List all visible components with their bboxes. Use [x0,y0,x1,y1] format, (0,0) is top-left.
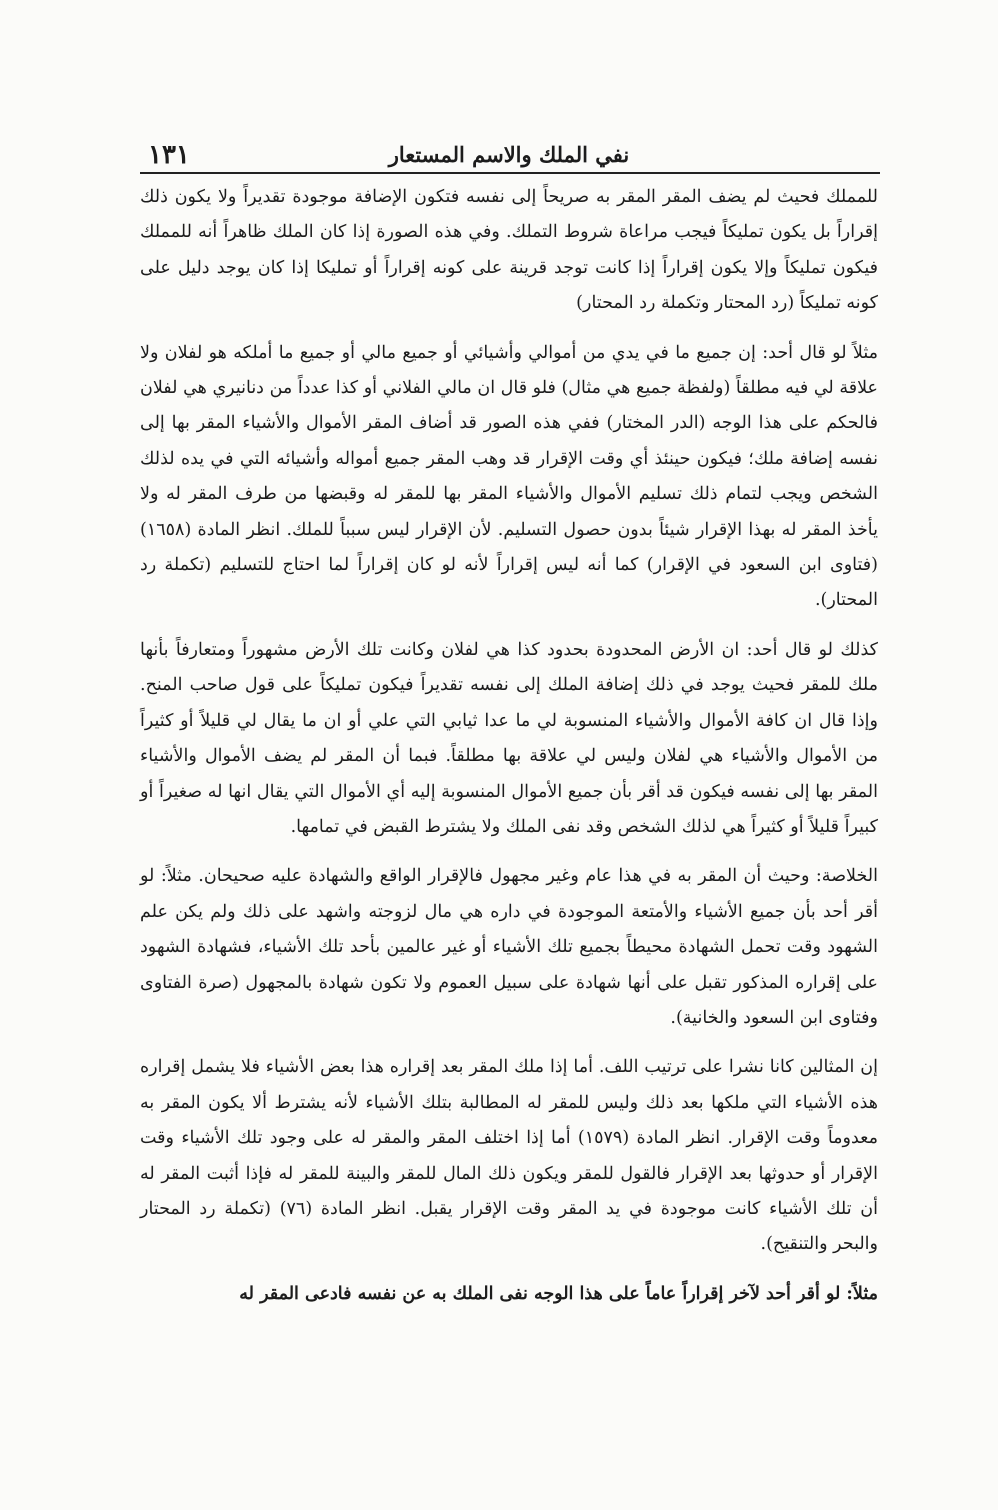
body-text [140,180,878,1326]
paragraph: كذلك لو قال أحد: ان الأرض المحدودة بحدود كذا هي لفلان وكانت تلك الأرض مشهوراً ومتعارفاً بأنها ملك للمقر فحيث يوجد في ذلك إضافة الملك إلى نفسه تقديراً فيكون تمليكاً على قول صاحب المنح. وإذا قال ان كافة الأموال والأشياء المنسوبة لي ما عدا ثيابي التي علي أو ان ما يقال لي قليلاً أو كثيراً من الأموال والأشياء هي لفلان وليس لي علاقة بها مطلقاً. فبما أن المقر لم يضف الأموال والأشياء المقر بها إلى نفسه فيكون قد أقر بأن جميع الأموال المنسوبة إليه أي الأموال التي يقال انها له صغيراً أو كبيراً قليلاً أو كثيراً هي لذلك الشخص وقد نفى الملك ولا يشترط القبض في تمامها. [140,639,878,837]
paragraph: إن المثالين كانا نشرا على ترتيب اللف. أما إذا ملك المقر بعد إقراره هذا بعض الأشياء فلا يشمل إقراره هذه الأشياء التي ملكها بعد ذلك وليس للمقر له المطالبة بتلك الأشياء لأنه يشترط ألا يكون المقر به معدوماً وقت الإقرار. انظر المادة (١٥٧٩) أما إذا اختلف المقر والمقر له على وجود تلك الأشياء وقت الإقرار أو حدوثها بعد الإقرار فالقول للمقر ويكون ذلك المال للمقر والبينة للمقر له فإذا أثبت المقر له أن تلك الأشياء كانت موجودة في يد المقر وقت الإقرار يقبل. انظر المادة (٧٦) (تكملة رد المحتار والبحر والتنقيح). [140,1057,878,1255]
paragraph: الخلاصة: وحيث أن المقر به في هذا عام وغير مجهول فالإقرار الواقع والشهادة عليه صحيحان. مثلاً: لو أقر أحد بأن جميع الأشياء والأمتعة الموجودة في داره هي مال لزوجته واشهد على ذلك ولم يكن علم الشهود وقت تحمل الشهادة محيطاً بجميع تلك الأشياء أو غير عالمين بأحد تلك الأشياء، فشهادة الشهود على إقراره المذكور تقبل على أنها شهادة على سبيل العموم ولا تكون شهادة بالمجهول (صرة الفتاوى وفتاوى ابن السعود والخانية). [140,866,878,1028]
paragraph: مثلاً لو قال أحد: إن جميع ما في يدي من أموالي وأشيائي أو جميع مالي أو جميع ما أملكه هو لفلان ولا علاقة لي فيه مطلقاً (ولفظة جميع هي مثال) فلو قال ان مالي الفلاني أو كذا عدداً من دنانيري هي لفلان فالحكم على هذا الوجه (الدر المختار) ففي هذه الصور قد أضاف المقر الأموال والأشياء المقر بها إلى نفسه إضافة ملك؛ فيكون حينئذ أي وقت الإقرار قد وهب المقر جميع أمواله وأشيائه التي في يده لذلك الشخص ويجب لتمام ذلك تسليم الأموال والأشياء المقر بها للمقر له وقبضها من طرف المقر له ولا يأخذ المقر له بهذا الإقرار شيئاً بدون حصول التسليم. لأن الإقرار ليس سبباً للملك. انظر المادة (١٦٥٨) (فتاوى ابن السعود في الإقرار) كما أنه ليس إقراراً لأنه لو كان إقراراً لما احتاج للتسليم (تكملة رد المحتار). [140,342,878,611]
header-rule [140,172,880,174]
paragraph: للمملك فحيث لم يضف المقر المقر به صريحاً إلى نفسه فتكون الإضافة موجودة تقديراً ولا يكون ذلك إقراراً بل يكون تمليكاً فيجب مراعاة شروط التملك. وفي هذه الصورة إذا كان الملك ظاهراً أنه للمملك فيكون تمليكاً وإلا يكون إقراراً إذا كانت توجد قرينة على كونه إقراراً أو تمليكا إذا كان يوجد دليل على كونه تمليكاً (رد المحتار وتكملة رد المحتار) [140,187,878,314]
paragraph: مثلاً: لو أقر أحد لآخر إقراراً عاماً على هذا الوجه نفى الملك به عن نفسه فادعى المقر له [239,1283,878,1304]
page-number: ١٣١ [148,140,190,170]
running-title: نفي الملك والاسم المستعار [388,142,630,167]
page-header [140,136,878,176]
